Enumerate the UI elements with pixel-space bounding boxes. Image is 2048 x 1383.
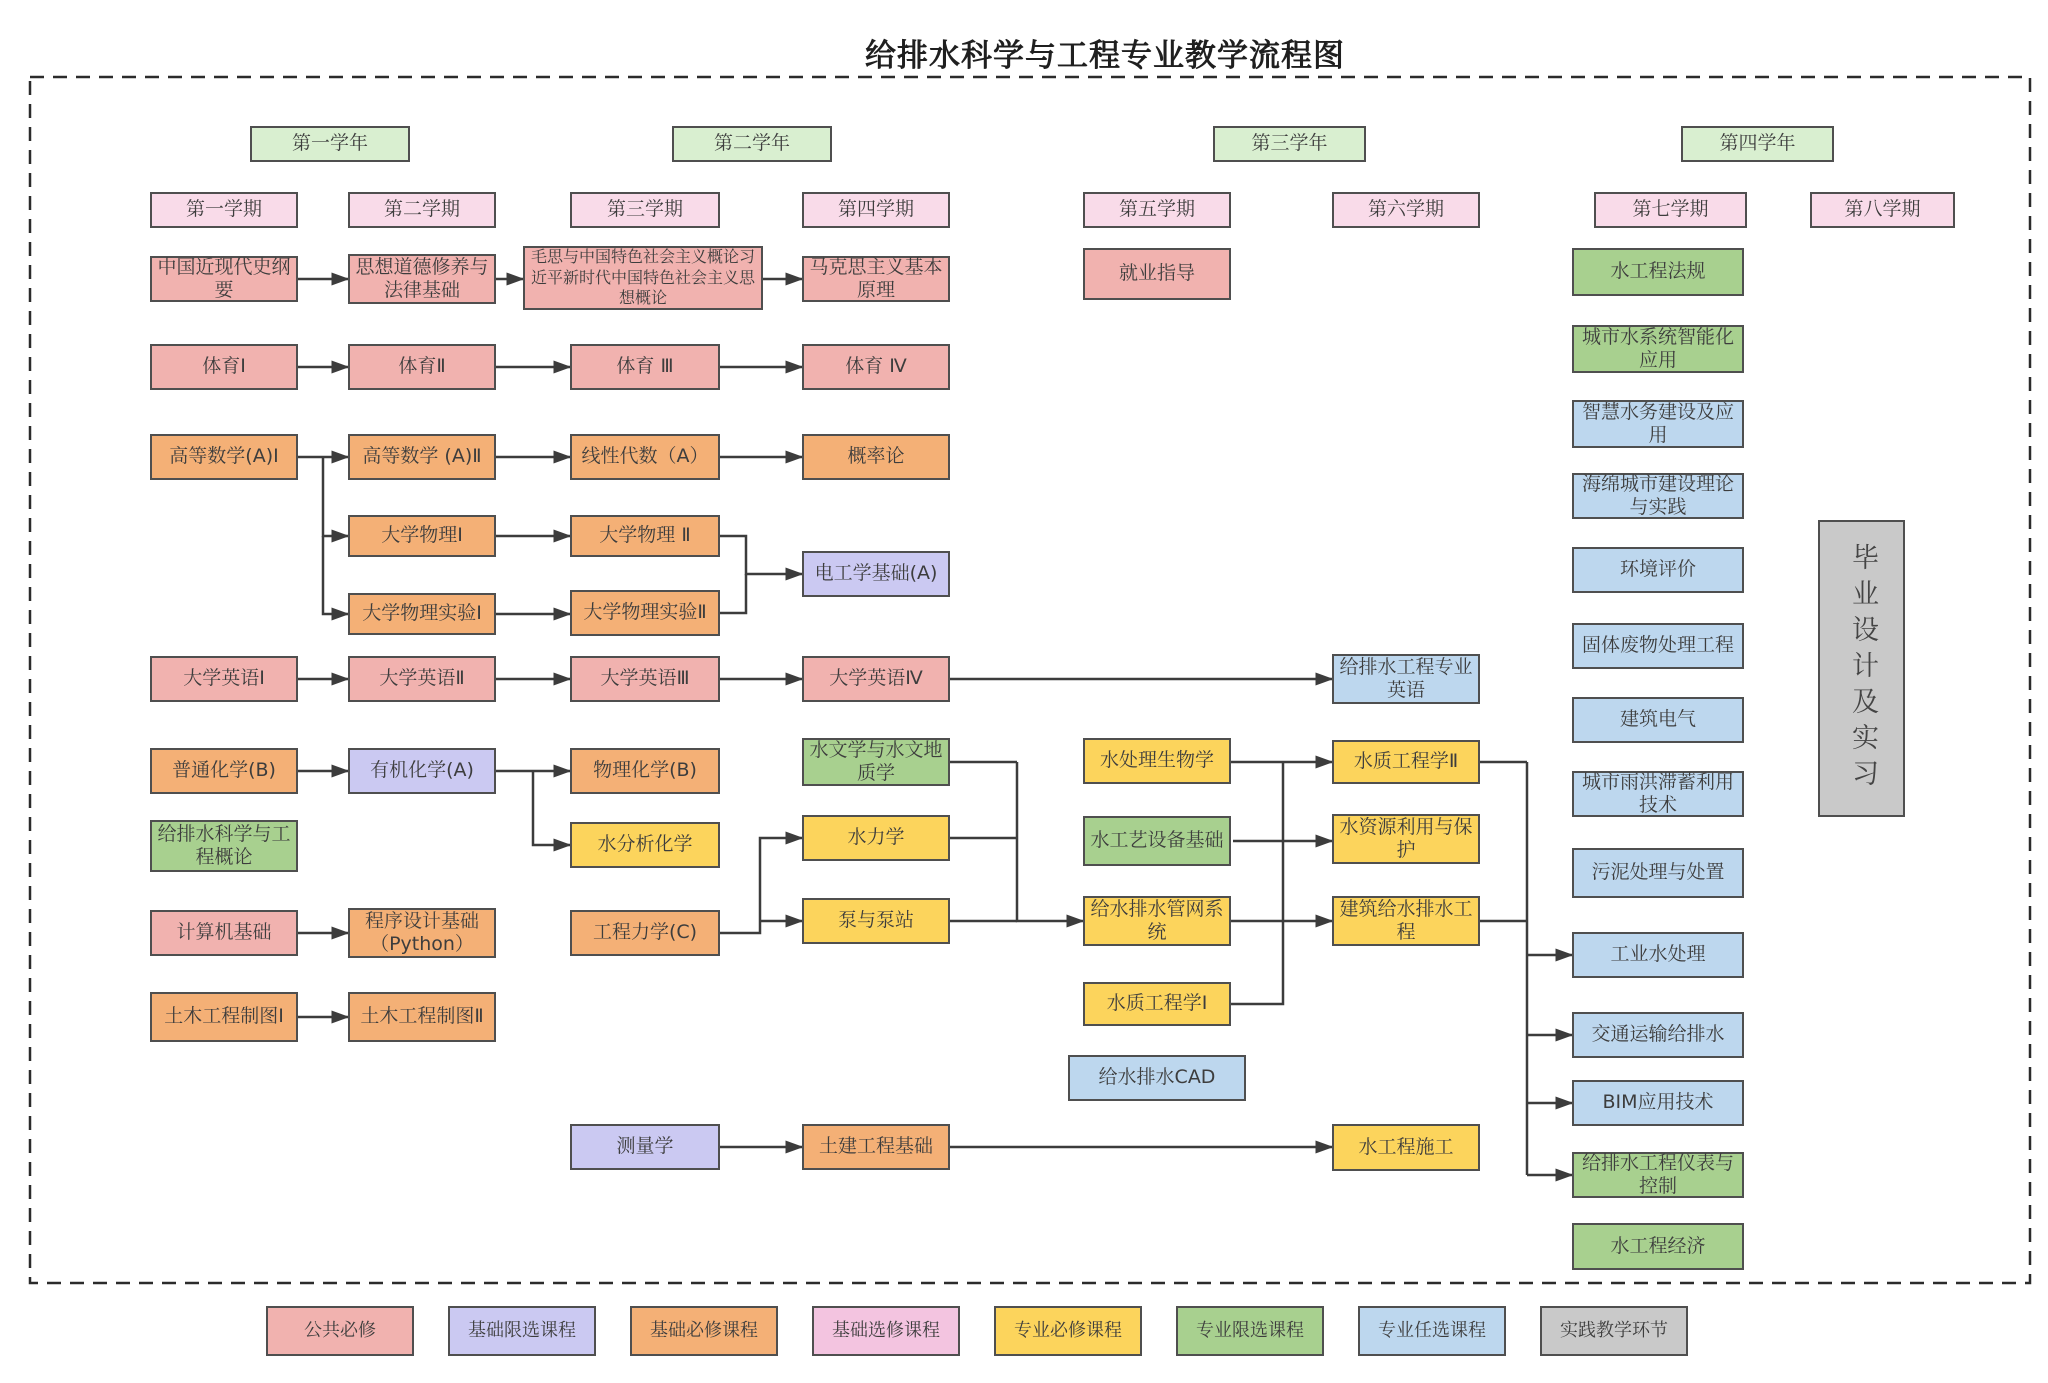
course-box: 物理化学(B)	[570, 748, 720, 794]
course-box: 大学英语Ⅳ	[802, 656, 950, 702]
course-box: 体育Ⅱ	[348, 344, 496, 390]
course-box: 固体废物处理工程	[1572, 623, 1744, 669]
course-box: 马克思主义基本原理	[802, 256, 950, 302]
course-box: 就业指导	[1083, 248, 1231, 300]
semester-header: 第六学期	[1332, 192, 1480, 228]
course-box: 水力学	[802, 815, 950, 861]
legend-item: 公共必修	[266, 1306, 414, 1356]
semester-header: 第八学期	[1810, 192, 1955, 228]
course-box: 城市雨洪滞蓄利用技术	[1572, 771, 1744, 817]
course-box: 水工程施工	[1332, 1124, 1480, 1171]
course-box: 海绵城市建设理论与实践	[1572, 473, 1744, 519]
course-box: 城市水系统智能化应用	[1572, 325, 1744, 373]
course-box: 土木工程制图Ⅰ	[150, 992, 298, 1042]
course-box: 计算机基础	[150, 910, 298, 956]
course-box: 高等数学 (A)Ⅱ	[348, 434, 496, 480]
course-box: 水质工程学Ⅱ	[1332, 740, 1480, 784]
course-box: 体育 Ⅳ	[802, 344, 950, 390]
course-box: 水资源利用与保护	[1332, 814, 1480, 864]
flow-arrow	[720, 838, 802, 933]
page-title: 给排水科学与工程专业教学流程图	[865, 38, 1345, 74]
semester-header: 第五学期	[1083, 192, 1231, 228]
course-box: 水文学与水文地质学	[802, 738, 950, 786]
flow-arrow	[720, 536, 802, 574]
course-box: 环境评价	[1572, 547, 1744, 593]
flow-arrow	[323, 536, 348, 614]
course-box: 毛思与中国特色社会主义概论习近平新时代中国特色社会主义思想概论	[523, 246, 763, 310]
course-box: 工程力学(C)	[570, 910, 720, 956]
course-box: BIM应用技术	[1572, 1080, 1744, 1126]
course-box: 交通运输给排水	[1572, 1012, 1744, 1058]
course-box: 大学英语Ⅰ	[150, 656, 298, 702]
course-box: 土建工程基础	[802, 1124, 950, 1170]
course-box: 中国近现代史纲要	[150, 256, 298, 302]
course-box: 高等数学(A)Ⅰ	[150, 434, 298, 480]
semester-header: 第二学期	[348, 192, 496, 228]
course-box: 水工程法规	[1572, 248, 1744, 296]
course-box: 大学物理Ⅰ	[348, 515, 496, 557]
legend-item: 专业限选课程	[1176, 1306, 1324, 1356]
semester-header: 第四学期	[802, 192, 950, 228]
course-box: 水工程经济	[1572, 1223, 1744, 1270]
graduation-practice-box: 毕业设计及实习	[1818, 520, 1905, 817]
year-header: 第三学年	[1213, 126, 1366, 162]
course-box: 普通化学(B)	[150, 748, 298, 794]
flow-arrow	[1231, 762, 1283, 1004]
course-box: 智慧水务建设及应用	[1572, 400, 1744, 448]
course-box: 给排水工程仪表与控制	[1572, 1152, 1744, 1198]
course-box: 大学英语Ⅱ	[348, 656, 496, 702]
course-box: 土木工程制图Ⅱ	[348, 992, 496, 1042]
year-header: 第二学年	[672, 126, 832, 162]
legend-item: 专业必修课程	[994, 1306, 1142, 1356]
course-box: 概率论	[802, 434, 950, 480]
flow-arrow	[323, 457, 348, 536]
legend-item: 基础必修课程	[630, 1306, 778, 1356]
course-box: 给水排水CAD	[1068, 1055, 1246, 1101]
course-box: 程序设计基础（Python）	[348, 908, 496, 958]
course-box: 水质工程学Ⅰ	[1083, 982, 1231, 1026]
year-header: 第四学年	[1681, 126, 1834, 162]
course-box: 水分析化学	[570, 822, 720, 868]
course-box: 水处理生物学	[1083, 738, 1231, 784]
course-box: 给排水科学与工程概论	[150, 820, 298, 872]
semester-header: 第一学期	[150, 192, 298, 228]
legend-item: 基础限选课程	[448, 1306, 596, 1356]
legend-item: 实践教学环节	[1540, 1306, 1688, 1356]
course-box: 大学物理 Ⅱ	[570, 515, 720, 557]
year-header: 第一学年	[250, 126, 410, 162]
course-box: 给排水工程专业英语	[1332, 654, 1480, 704]
semester-header: 第三学期	[570, 192, 720, 228]
course-box: 有机化学(A)	[348, 748, 496, 794]
flow-arrow	[1017, 762, 1083, 921]
course-box: 工业水处理	[1572, 932, 1744, 978]
course-box: 线性代数（A）	[570, 434, 720, 480]
course-box: 思想道德修养与法律基础	[348, 254, 496, 304]
flow-arrow	[533, 771, 570, 845]
course-box: 测量学	[570, 1124, 720, 1170]
semester-header: 第七学期	[1594, 192, 1747, 228]
course-box: 建筑给水排水工程	[1332, 896, 1480, 946]
course-box: 污泥处理与处置	[1572, 848, 1744, 898]
course-box: 大学物理实验Ⅰ	[348, 593, 496, 635]
legend-item: 基础选修课程	[812, 1306, 960, 1356]
course-box: 体育Ⅰ	[150, 344, 298, 390]
course-box: 体育 Ⅲ	[570, 344, 720, 390]
legend-item: 专业任选课程	[1358, 1306, 1506, 1356]
course-box: 电工学基础(A)	[802, 551, 950, 597]
flow-arrow	[720, 574, 746, 613]
course-box: 泵与泵站	[802, 898, 950, 944]
course-box: 大学物理实验Ⅱ	[570, 590, 720, 636]
course-box: 水工艺设备基础	[1083, 816, 1231, 866]
course-box: 给水排水管网系统	[1083, 896, 1231, 946]
course-box: 建筑电气	[1572, 697, 1744, 743]
course-box: 大学英语Ⅲ	[570, 656, 720, 702]
